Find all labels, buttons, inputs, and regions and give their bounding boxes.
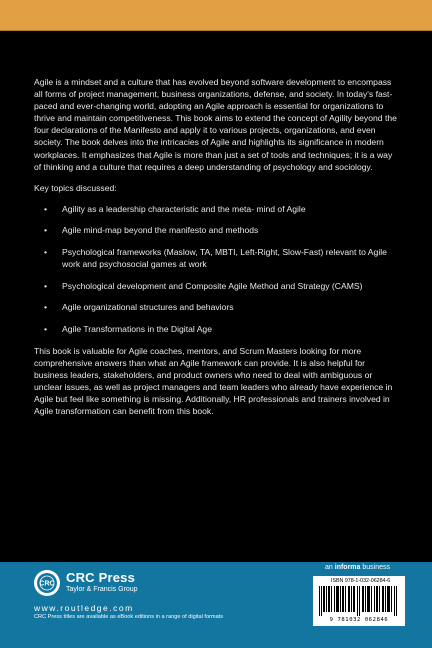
back-cover-description: [34, 76, 400, 426]
barcode-icon: [317, 586, 401, 616]
bullet-icon: •: [44, 247, 48, 258]
isbn-barcode: [313, 576, 405, 626]
publisher-website[interactable]: www.routledge.com: [34, 603, 134, 613]
topic-text: Agile organizational structures and behaviors: [62, 302, 234, 313]
topic-text: Psychological development and Composite Agile Method and Strategy (CAMS): [62, 280, 363, 291]
intro-paragraph: Agile is a mindset and a culture that has evolved beyond software development to encompass all forms of project management, business organizations, defense, and society. In today's fast-paced and ever-changing world, adopting an Agile approach is essential for organizations to thrive and maintain competitiveness. This book aims to extend the concept of Agility beyond the four declarations of the Manifesto and apply it to various projects, organizations, and even society. The book delves into the intricacies of Agile and highlights its significance in modern workplaces. It emphasizes that Agile is more than just a set of tools and techniques; it is a way of thinking and a culture that requires a deep understanding of psychology and sociology.: [34, 77, 397, 172]
informa-prefix: an: [325, 564, 333, 571]
informa-business-label: [325, 564, 390, 571]
ebook-note: CRC Press titles are available as eBook editions in a range of digital formats: [34, 614, 224, 620]
topic-text: Psychological frameworks (Maslow, TA, MBTI, Left-Right, Slow-Fast) relevant to Agile work and psychosocial games at work: [62, 247, 387, 270]
informa-brand: informa: [334, 564, 361, 571]
list-item: [34, 301, 400, 313]
audience-paragraph: This book is valuable for Agile coaches, mentors, and Scrum Masters looking for more comprehensive answers than what an Agile framework can provide. It is also helpful for business leaders, stakeholders, and product owners who need to deal with ambiguous or unclear issues, as well as project managers and team leaders who already have experience in Agile but feel like something is missing. Additionally, HR professionals and trainers involved in Agile transformation can benefit from this book.: [34, 345, 393, 416]
list-item: [34, 224, 400, 236]
informa-suffix: business: [362, 564, 391, 571]
bullet-icon: •: [44, 225, 48, 236]
topic-text: Agile mind-map beyond the manifesto and methods: [62, 225, 259, 236]
list-item: [34, 203, 400, 215]
bullet-icon: •: [44, 323, 48, 334]
bullet-icon: •: [44, 280, 48, 291]
barcode-digits: 9 781032 062846: [329, 617, 389, 623]
list-item: [34, 323, 400, 335]
list-item: [34, 280, 400, 292]
topics-label: Key topics discussed:: [34, 182, 117, 193]
crc-logo-text: CRC: [39, 580, 55, 588]
list-item: [34, 246, 400, 270]
crc-logo-icon: [34, 570, 60, 596]
topic-text: Agility as a leadership characteristic and the meta- mind of Agile: [62, 203, 306, 214]
isbn-label: ISBN 978-1-032-06284-6: [331, 578, 391, 584]
top-color-band: [0, 0, 432, 31]
publisher-name: CRC Press: [66, 570, 135, 585]
publisher-group: Taylor & Francis Group: [66, 586, 138, 593]
bullet-icon: •: [44, 302, 48, 313]
topics-list: [34, 203, 400, 335]
bullet-icon: •: [44, 203, 48, 214]
topic-text: Agile Transformations in the Digital Age: [62, 323, 212, 334]
